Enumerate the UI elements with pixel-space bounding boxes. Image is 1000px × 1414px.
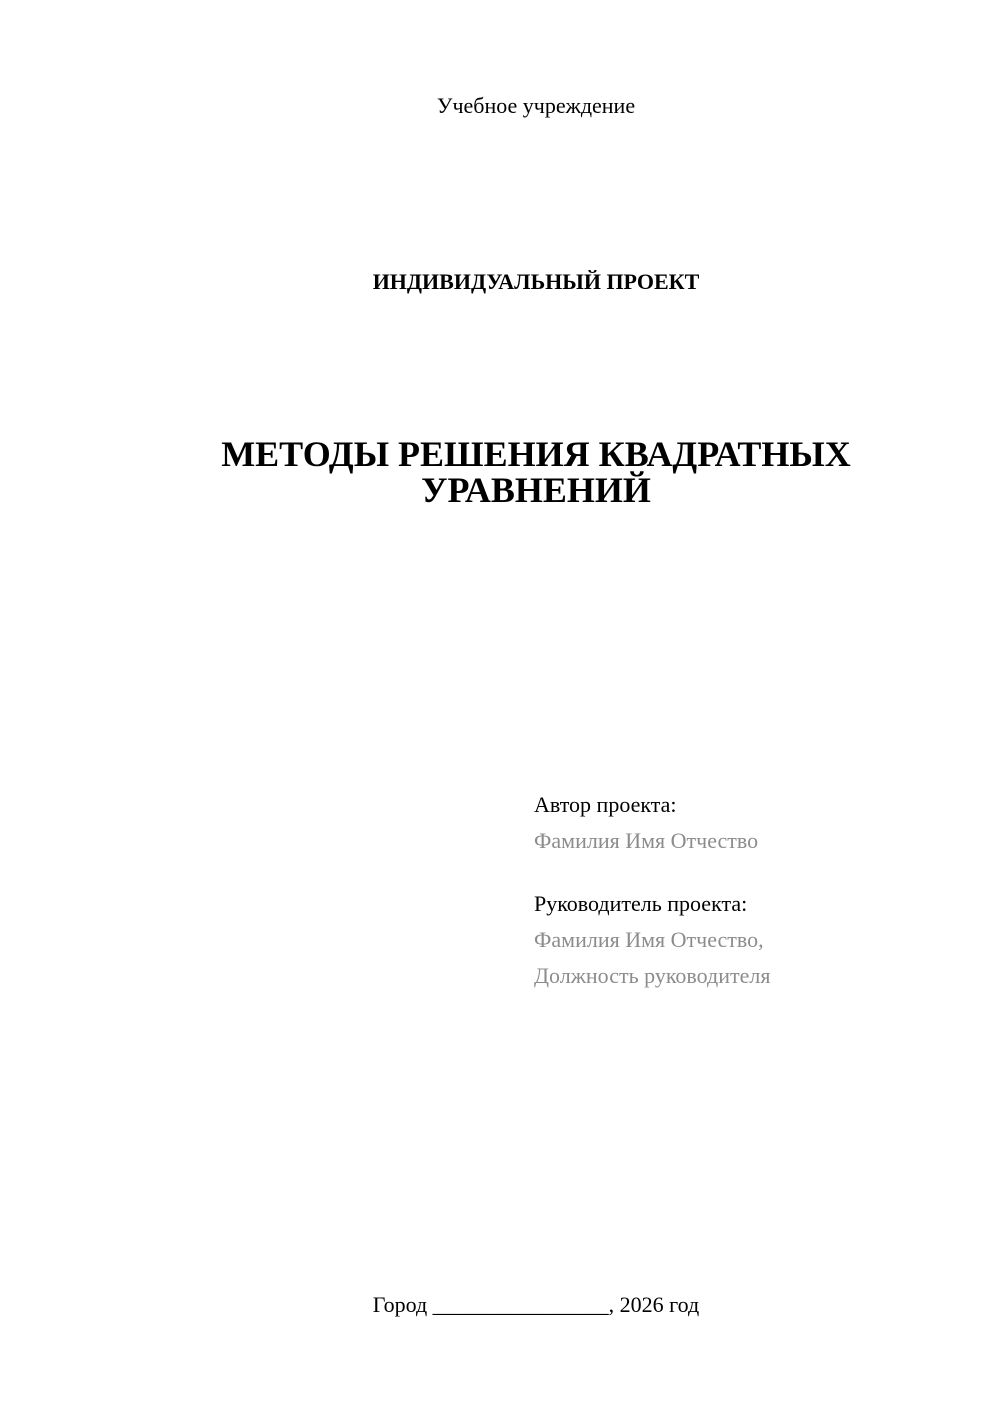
institution-name: Учебное учреждение (436, 93, 636, 118)
supervisor-label: Руководитель проекта: (534, 891, 748, 916)
project-title-line-2: УРАВНЕНИЙ (421, 470, 651, 510)
author-label: Автор проекта: (534, 792, 677, 817)
author-name: Фамилия Имя Отчество (534, 828, 759, 853)
project-title-line-1: МЕТОДЫ РЕШЕНИЯ КВАДРАТНЫХ (221, 434, 851, 474)
info-spacer (534, 859, 770, 886)
project-title (0, 436, 1000, 508)
footer-city-year: Город ________________, 2026 год (372, 1292, 700, 1317)
project-type-heading: ИНДИВИДУАЛЬНЫЙ ПРОЕКТ (372, 269, 700, 294)
project-info-block (534, 787, 770, 994)
supervisor-name: Фамилия Имя Отчество, (534, 927, 764, 952)
supervisor-position: Должность руководителя (534, 963, 771, 988)
